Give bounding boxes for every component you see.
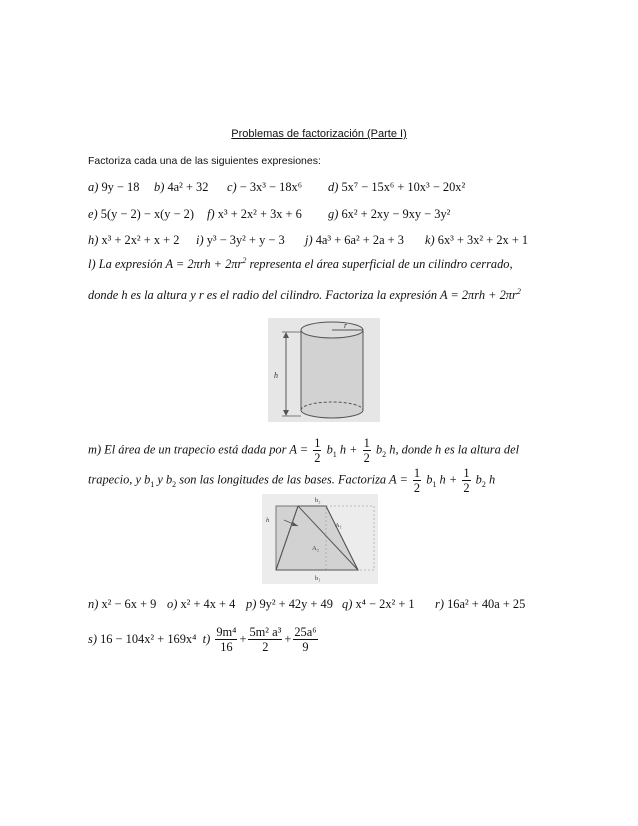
exercise-p: p) 9y² + 42y + 49: [246, 597, 333, 611]
exercise-e: e) 5(y − 2) − x(y − 2): [88, 207, 194, 221]
page-title: Problemas de factorización (Parte I): [231, 128, 407, 140]
cylinder-height-label: h: [274, 371, 278, 380]
problem-l-line1: l) La expresión $A = 2\pi rh + 2\pi r^2$ representa el área superficial de un cilindro cerrado,: [88, 255, 513, 271]
exercise-n: n) x² − 6x + 9: [88, 597, 157, 611]
t-term-2: $\frac{\text{5m² a³}}{2}$: [249, 624, 282, 654]
exercise-d: d) 5x⁷ − 15x⁶ + 10x³ − 20x²: [328, 180, 466, 194]
exercise-f: f) x³ + 2x² + 3x + 6: [207, 207, 302, 221]
trapezoid-top-label: b₂: [315, 497, 321, 504]
exercise-h: h) x³ + 2x² + x + 2: [88, 233, 180, 247]
trapezoid-height-label: h: [266, 517, 270, 524]
trapezoid-bottom-label: b₁: [315, 575, 321, 582]
exercise-k: k) 6x³ + 3x² + 2x + 1: [425, 233, 529, 247]
exercise-o: o) x² + 4x + 4: [167, 597, 236, 611]
trapezoid-area2-label: A₂: [312, 545, 319, 552]
exercise-i: i) y³ − 3y² + y − 3: [196, 233, 285, 247]
exercise-g: g) 6x² + 2xy − 9xy − 3y²: [328, 207, 451, 221]
cylinder-figure: [268, 318, 380, 422]
problem-m-line2: trapecio, y $b_1$ y $b_2$ son las longitudes de las bases. Factoriza A = $\frac{1}{2}$ $b_1$ h + $\frac{1}{2}$ $b_2$ h: [88, 466, 496, 495]
intro-text: Factoriza cada una de las siguientes expresiones:: [88, 155, 321, 167]
exercise-j: j) 4a³ + 6a² + 2a + 3: [305, 233, 404, 247]
problem-l-line2: donde h es la altura y r es el radio del cilindro. Factoriza la expresión $A = 2\pi rh + 2\pi r^2$: [88, 286, 521, 302]
t-term-1: $\frac{\text{9m⁴}}{16}$: [216, 624, 237, 654]
exercise-a: a) 9y − 18: [88, 180, 140, 194]
exercise-q: q) x⁴ − 2x² + 1: [342, 597, 415, 611]
exercise-b: b) 4a² + 32: [154, 180, 209, 194]
exercise-r: r) 16a² + 40a + 25: [435, 597, 526, 611]
trapezoid-area1-label: A₁: [335, 522, 342, 529]
cylinder-radius-label: r: [344, 321, 348, 330]
trapezoid-figure: [262, 494, 378, 584]
exercise-c: c) − 3x³ − 18x⁶: [227, 180, 303, 194]
t-term-3: $\frac{\text{25a⁶}}{9}$: [294, 624, 317, 654]
exercise-s-t: s) 16 − 104x² + 169x⁴ t) $\frac{\text{9m⁴}}{16}$ + $\frac{\text{5m² a³}}{2}$ + $\frac{\text{25a⁶}}{9}$: [88, 624, 317, 654]
problem-m-line1: m) El área de un trapecio está dada por A = $\frac{1}{2}$ $b_1$ h + $\frac{1}{2}$ $b_2$ h, donde h es la altura del: [88, 436, 520, 465]
